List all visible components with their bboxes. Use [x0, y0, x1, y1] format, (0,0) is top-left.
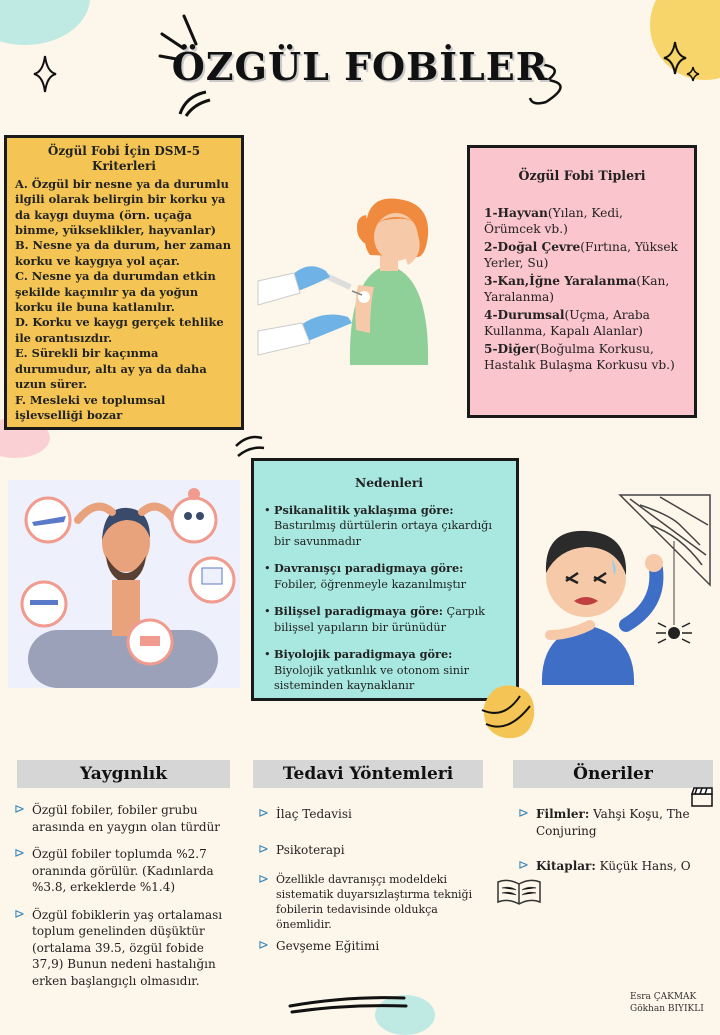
- arrow-icon: ⊳: [258, 806, 269, 821]
- dsm-criterion: B. Nesne ya da durum, her zaman korku ve kaygıya yol açar.: [15, 238, 231, 268]
- arrow-icon: ⊳: [258, 938, 269, 953]
- treatment-list: [258, 806, 478, 966]
- suggestion-text: Küçük Hans, O: [595, 859, 691, 873]
- page-title: ÖZGÜL FOBİLER: [171, 44, 549, 89]
- phobia-type-name: 5-Diğer: [484, 341, 536, 356]
- prevalence-text: Özgül fobiler toplumda %2.7 oranında görülür. (Kadınlarda %3.8, erkeklerde %1.4): [32, 847, 214, 894]
- dsm-criterion: E. Sürekli bir kaçınma durumudur, altı ay ya da daha uzun sürer.: [15, 346, 207, 392]
- arrow-icon: ⊳: [258, 841, 269, 857]
- flourish-icon: [232, 432, 266, 460]
- corner-blob-teal: [0, 0, 90, 45]
- prevalence-item: [14, 846, 234, 896]
- suggestion-category: Filmler:: [536, 807, 590, 821]
- dsm-criterion: A. Özgül bir nesne ya da durumlu ilgili olarak belirgin bir korku ya da kaygı duyma (örn. uçağa binme, yükseklikler, hayvanlar): [15, 176, 229, 238]
- phobia-types-box: [467, 145, 697, 418]
- phobia-type-item: [484, 205, 680, 238]
- author-name: Gökhan BIYIKLI: [630, 1004, 704, 1014]
- arrow-icon: ⊳: [14, 846, 25, 861]
- prevalence-text: Özgül fobiler, fobiler grubu arasında en yaygın olan türdür: [32, 803, 221, 834]
- cause-item: [274, 647, 504, 694]
- prevalence-item: [14, 802, 234, 835]
- arrow-icon: ⊳: [258, 872, 269, 887]
- dsm-criteria-title: Özgül Fobi İçin DSM-5 Kriterleri: [47, 144, 201, 174]
- phobia-type-examples: (Fırtına, Yüksek Yerler, Su): [484, 239, 678, 270]
- clapperboard-icon: [690, 786, 714, 808]
- phobia-type-name: 2-Doğal Çevre: [484, 239, 581, 254]
- treatment-text: Gevşeme Eğitimi: [276, 939, 380, 953]
- dsm-criteria-box: [4, 135, 244, 430]
- arrow-icon: ⊳: [14, 802, 25, 817]
- phobia-type-name: 3-Kan,İğne Yaralanma: [484, 273, 637, 288]
- suggestion-text: Vahşi Koşu, The Conjuring: [536, 807, 690, 838]
- prevalence-list: [14, 802, 234, 1000]
- book-icon: [496, 878, 542, 906]
- cause-approach: Davranışçı paradigmaya göre:: [274, 561, 464, 575]
- cause-approach: Psikanalitik yaklaşıma göre:: [274, 502, 454, 517]
- arrow-icon: ⊳: [518, 858, 529, 873]
- cause-text: Fobiler, öğrenmeyle kazanılmıştır: [274, 577, 467, 591]
- suggestion-item: [518, 858, 708, 875]
- treatment-item: [258, 938, 478, 955]
- phobia-types-title: Özgül Fobi Tipleri: [518, 168, 646, 183]
- cause-text: Biyolojik yatkınlık ve otonom sinir sisteminden kaynaklanır: [274, 663, 469, 692]
- treatment-text: Psikoterapi: [276, 842, 345, 857]
- arrow-icon: ⊳: [518, 806, 529, 821]
- treatment-item: [258, 806, 478, 823]
- suggestion-category: Kitaplar:: [536, 859, 596, 873]
- cause-text: Çarpık bilişsel yapıların bir ürünüdür: [274, 605, 486, 634]
- author-name: Esra ÇAKMAK: [630, 992, 697, 1002]
- cause-text: Bastırılmış dürtülerin ortaya çıkardığı bir savunmadır: [274, 519, 493, 548]
- cause-item: [274, 503, 504, 550]
- arrow-icon: ⊳: [14, 906, 25, 922]
- cause-approach: Bilişsel paradigmaya göre:: [274, 604, 443, 618]
- prevalence-text: Özgül fobiklerin yaş ortalaması toplum genelinden düşüktür (ortalama 39.5, özgül fobide 37,9) Bunun nedeni hastalığın erken başlangıçlı olmasıdır.: [32, 907, 223, 988]
- suggestion-item: [518, 806, 708, 839]
- phobia-type-examples: (Uçma, Araba Kullanma, Kapalı Alanlar): [484, 307, 650, 338]
- prevalence-header: Yaygınlık: [17, 760, 230, 788]
- phobia-type-item: [484, 239, 680, 272]
- phobia-type-examples: (Boğulma Korkusu, Hastalık Bulaşma Korkusu vb.): [484, 341, 675, 372]
- swirl-blob: [474, 676, 544, 746]
- bottom-strokes: [288, 994, 408, 1016]
- cause-item: [274, 561, 504, 592]
- phobia-type-item: [484, 273, 680, 306]
- phobia-type-examples: (Kan, Yaralanma): [484, 273, 670, 304]
- dsm-criterion: F. Mesleki ve toplumsal işlevselliği bozar: [15, 392, 166, 422]
- phobia-type-item: [484, 307, 680, 340]
- causes-title: Nedenleri: [354, 475, 424, 490]
- cause-approach: Biyolojik paradigmaya göre:: [274, 647, 453, 661]
- treatment-header: Tedavi Yöntemleri: [253, 760, 483, 788]
- phobia-type-item: [484, 341, 680, 374]
- phobia-type-name: 1-Hayvan: [484, 205, 548, 220]
- authors: [630, 991, 704, 1015]
- dsm-criterion: C. Nesne ya da durumdan etkin şekilde kaçınılır ya da yoğun korku ile buna katlanılır.: [15, 269, 216, 315]
- injection-illustration: [258, 195, 458, 365]
- suggestions-header: Öneriler: [513, 760, 713, 788]
- causes-box: [251, 458, 519, 701]
- treatment-item: [258, 842, 478, 859]
- treatment-text: İlaç Tedavisi: [276, 807, 352, 821]
- phobia-type-name: 4-Durumsal: [484, 307, 565, 322]
- suggestions-list: [518, 806, 708, 886]
- treatment-text: Özellikle davranışçı modeldeki sistematik duyarsızlaştırma tekniği fobilerin tedavisinde oldukça önemlidir.: [276, 873, 473, 931]
- phobia-type-examples: (Yılan, Kedi, Örümcek vb.): [484, 205, 623, 236]
- title-underline: [176, 86, 236, 116]
- phobias-illustration: [8, 480, 240, 688]
- dsm-criterion: D. Korku ve kaygı gerçek tehlike ile orantısızdır.: [15, 315, 224, 345]
- treatment-item: [258, 872, 478, 932]
- prevalence-item: [14, 907, 234, 990]
- spider-fear-illustration: [530, 485, 716, 685]
- cause-item: [274, 604, 504, 635]
